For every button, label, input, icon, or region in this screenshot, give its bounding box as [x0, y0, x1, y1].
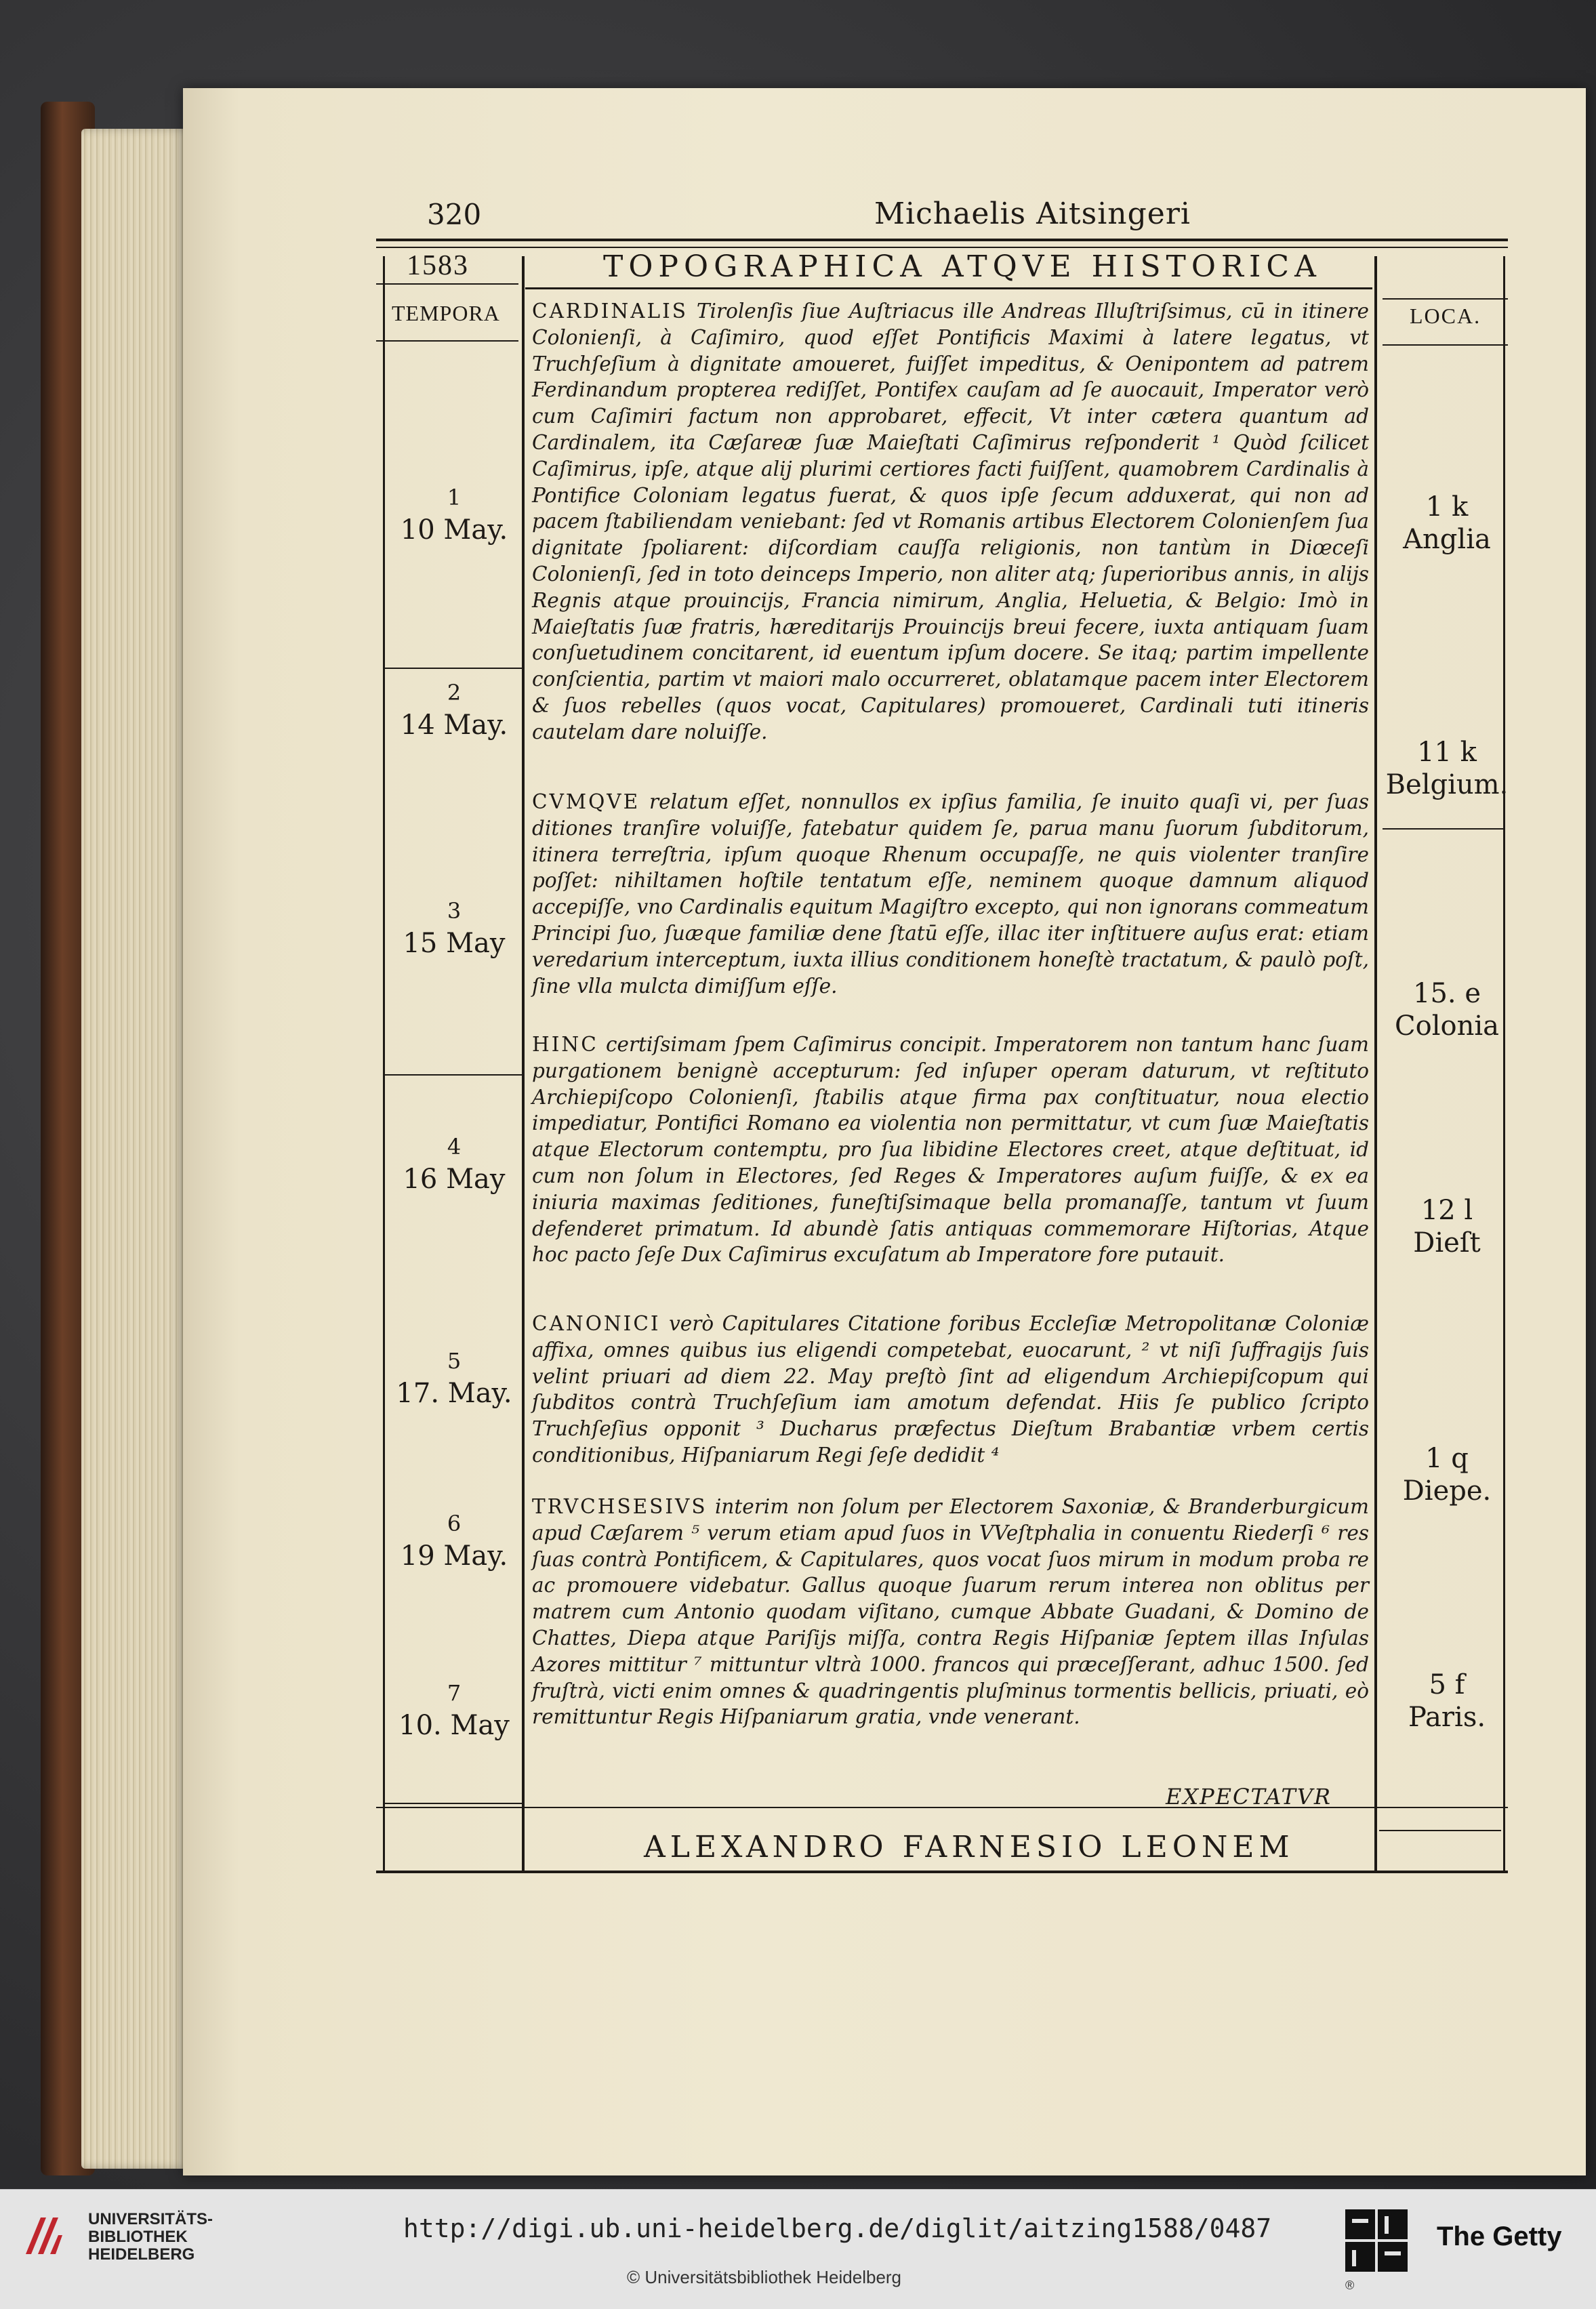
margin-date: 3 15 May — [403, 898, 506, 959]
bottom-rule-1 — [376, 1807, 1508, 1808]
paragraph: CANONICI verò Capitulares Citatione foribus Eccleſiæ Metropolitanæ Coloniæ affixa, omnes quibus ius eligendi competebat, euocarunt, ² vt niſi ſuffragijs ſuis velint priuari ad diem 22. May preſtò ſint ad eligendum Archiepiſcopum qui ſubditos contrà Truchſeſium iam amotum defendat. Hiis ſe publico ſcripto Truchſeſius opponit ³ Ducharus præfectus Dieſtum Brabantiæ vrbem certis conditionibus, Hiſpaniarum Regi ſeſe dedidit ⁴ — [532, 1312, 1369, 1467]
margin-place: 5 f Paris. — [1408, 1669, 1486, 1733]
bottom-rule-2 — [376, 1871, 1508, 1873]
registered-mark: ® — [1345, 2279, 1355, 2292]
tempora-divider-3 — [383, 1803, 522, 1804]
loca-divider — [1383, 828, 1505, 830]
margin-place: 15. e Colonia — [1395, 978, 1499, 1042]
margin-place: 1 q Diepe. — [1402, 1443, 1492, 1507]
margin-date: 1 10 May. — [400, 485, 508, 546]
paragraph: CVMQVE relatum eſſet, nonnullos ex ipſius familia, ſe inuito quaſi vi, per ſuas ditiones tranſire voluiſſe, fatebatur quidem ſe, parua manu ſuorum ſubditorum, itinera terreſtria, ipſum quoque Rhenum occupaſſe, ne quis violenter tranſire poſſet: nihiltamen hoſtile tentatum eſſe, neminem quoque damnum aliquod accepiſſe, vno Cardinalis equitum Magiſtro excepto, qui non ignorans commeatum Principi ſuo, ſuæque familiæ dene ſtatū eſſe, illac iter inſtituere auſus erat: etiam veredarium interceptum, iuxta illius conditionem honeſtè tractatum, & paulò poſt, ſine vlla mulcta dimiſſum eſſe. — [532, 790, 1369, 998]
page-url-link[interactable]: http://digi.ub.uni-heidelberg.de/diglit/aitzing1588/0487 — [403, 2213, 1272, 2243]
page-edges — [81, 129, 197, 2169]
tempora-heading: TEMPORA — [392, 301, 500, 325]
title-rule — [525, 287, 1372, 289]
top-rule-thin — [376, 247, 1508, 248]
tempora-rule-1 — [376, 283, 518, 285]
paragraph: HINC certiſsimam ſpem Caſimirus concipit. Imperatorem non tantum hanc ſuam purgationem benignè accepturum: ſed inſuper operam daturum, vt reſtituto Archiepiſcopo Colonienſi, ſtabilis atque firma pax conſtituatur, noua electio impediatur, Pontifici Romano ea violentia non permittatur, vt cum ſuæ Maieſtatis atque Electorum contemptu, pro ſua libidine Electores creet, atque deſtituat, id cum non ſolum in Electores, ſed Reges & Imperatores auſum fuiſſe, & ex ea iniuria maximas ſeditiones, funeſtiſsimaque bella promanaſſe, tantum vt ſuum defenderet primatum. Id abundè ſatis antiquas commemorare Hiſtorias, Atque hoc pacto ſeſe Dux Caſimirus excuſatum ab Imperatore fore putauit. — [532, 1033, 1369, 1267]
tempora-divider-2 — [383, 1074, 522, 1076]
margin-date: 5 17. May. — [396, 1348, 512, 1409]
copyright-text: © Universitätsbibliothek Heidelberg — [627, 2267, 902, 2287]
catchword: EXPECTATVR — [1166, 1784, 1332, 1810]
right-column-line — [1374, 256, 1377, 1872]
paragraph: CARDINALIS Tirolenſis ſiue Auſtriacus ille Andreas Illuſtriſsimus, cū in itinere Colonienſi, à Caſimiro, quod eſſet Pontificis Maximi à latere legatus, vt Truchſeſium à dignitate amoueret, fuiſſet impeditus, & Oenipontem ad patrem Ferdinandum propterea rediſſet, Pontifex cauſam ad ſe auocauit, Imperator verò cum Caſimiri factum non approbaret, effecit, Vt inter cætera quantum ad Cardinalem, ita Cæſareæ ſuæ Maieſtati Caſimirus reſponderit ¹ Quòd ſcilicet Caſimirus, ipſe, atque alij plurimi certiores facti fuiſſent, quamobrem Cardinalis à Pontifice Coloniam legatus fuerat, & quos ipſe ſecum adduxerat, qui non ad pacem ſtabiliendam veniebant: ſed vt Romanis artibus Electorem Colonienſem ſua dignitate ſpoliarent: diſcordiam cauſſa religionis, non tantùm in Diœceſi Colonienſi, ſed in toto deinceps Imperio, non aliter atq; ſuperioribus annis, in alijs Regnis atque prouincijs, Francia nimirum, Anglia, Heluetia, & Belgio: Imò in Maieſtatis ſuæ fratris, hæreditarijs Prouincijs breui fecere, iuxta antiquam ſuam conſuetudinem concitarent, id euentum ipſum docere. Se itaq; partim impellente conſcientia, partim vt maiori malo occurreret, oblatamque pacem inter Electorem & ſuos rebelles (quos vocat, Capitulares) promoueret, Cardinali tuti itineris cautelam dare noluiſſe. — [532, 300, 1369, 743]
margin-date: 2 14 May. — [400, 680, 508, 741]
margin-date: 7 10. May — [398, 1680, 510, 1741]
margin-place: 11 k Belgium. — [1385, 737, 1509, 800]
margin-date: 6 19 May. — [400, 1511, 508, 1572]
year-label: 1583 — [407, 250, 469, 281]
library-name: UNIVERSITÄTS- BIBLIOTHEK HEIDELBERG — [88, 2210, 213, 2264]
paragraph: TRVCHSESIVS interim non ſolum per Electorem Saxoniæ, & Branderburgicum apud Cæſarem ⁵ verum etiam apud ſuos in VVeſtphalia in conuentu Riederſi ⁶ res ſuas contrà Pontificem, & Capitulares, quos vocat ſuos mirum in modum proba re ac promouere videbatur. Gallus quoque ſuarum rerum interea non oblitus per matrem cum Antonio quodam viſitano, cumque Abbate Guadani, & Domino de Chattes, Diepa atque Pariſijs miſſa, contra Regis Hiſpaniæ ſeptem illas Inſulas Azores mittitur ⁷ mittuntur vltrà 1000. francos qui præceſſerant, adhuc 1500. ſed fruſtrà, victi enim omnes & quadringentis pluſminus tormentis bellicis, priuati, eò remittuntur Regis Hiſpaniarum gratia, vnde venerant. — [532, 1495, 1369, 1729]
margin-date: 4 16 May — [403, 1134, 506, 1195]
loca-rule-2 — [1383, 344, 1508, 346]
page-number: 320 — [427, 198, 482, 231]
footer-line: ALEXANDRO FARNESIO LEONEM — [644, 1830, 1294, 1864]
page-title: TOPOGRAPHICA ATQVE HISTORICA — [603, 249, 1322, 284]
tempora-divider — [383, 668, 522, 669]
university-logo-icon — [20, 2212, 68, 2260]
running-head: Michaelis Aitsingeri — [874, 197, 1191, 231]
margin-place: 1 k Anglia — [1403, 491, 1491, 555]
top-rule — [376, 239, 1508, 241]
left-frame-line — [383, 256, 385, 1872]
left-column-line — [522, 256, 525, 1872]
margin-place: 12 l Dieſt — [1413, 1195, 1481, 1259]
loca-rule-1 — [1383, 298, 1508, 300]
getty-name: The Getty — [1437, 2222, 1562, 2251]
tempora-rule-2 — [376, 340, 518, 342]
loca-divider-bottom — [1379, 1830, 1501, 1831]
getty-logo-icon — [1345, 2209, 1408, 2277]
loca-heading: LOCA. — [1410, 304, 1481, 328]
